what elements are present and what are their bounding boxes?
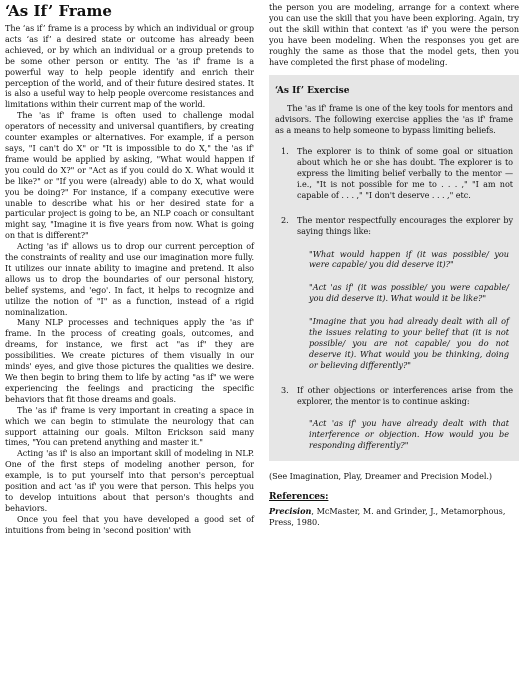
reference-details: , McMaster, M. and Grinder, J., Metamorphous, Press, 1980. (269, 506, 506, 527)
reference-title: Precision (269, 506, 312, 517)
paragraph-5: The 'as if' frame is very important in creating a space in which we can begin to stimulate the neurology that can support attaining our goals. Milton Erickson said many times, "You can pretend anything and master it." (5, 404, 254, 448)
step-number: 2. (281, 214, 289, 225)
exercise-intro: The 'as if' frame is one of the key tools for mentors and advisors. The following exercise applies the 'as if' frame as a means to help someone to bypass limiting beliefs. (275, 103, 513, 136)
exercise-box (269, 75, 519, 461)
paragraph-7: Once you feel that you have developed a good set of intuitions from being in 'second position' with (5, 513, 254, 535)
paragraph-3: Acting 'as if' allows us to drop our current perception of the constraints of reality and use our imagination more fully. It utilizes our innate ability to imagine and pretend. It also allows us to drop the boundaries of our personal history, belief systems, and 'ego'. In fact, it helps to recognize and utilize the notion of "I" as a function, instead of a rigid nominalization. (5, 241, 254, 317)
step-quote: "Imagine that you had already dealt with all of the issues relating to your belief that (it is not possible/ you are not capable/ you do not deserve it). What would you be thinking, doing or believing differently?" (309, 316, 509, 370)
continuation-paragraph: the person you are modeling, arrange for a context where you can use the skill that you have been exploring. Again, try out the skill within that context 'as if' you were the person you have been modeling. When the responses you get are roughly the same as those that the model gets, then you have completed the first phase of modeling. (269, 2, 519, 67)
step-quote: "Act 'as if' (it was possible/ you were capable/ you did deserve it). What would it be like?" (309, 282, 509, 304)
references-heading: References: (269, 492, 329, 503)
article-title: ‘As If’ Frame (5, 2, 112, 20)
paragraph-2: The 'as if' frame is often used to challenge modal operators of necessity and universal quantifiers, by creating counter examples or alternatives. For example, if a person says, "I can't do X" or "It is impossible to do X," the 'as if' frame would be applied by asking, "What would happen if you could do X?" or "Act as if you could do X. What would it be like?" or "If you were (already) able to do X, what would you be doing?" For instance, if a company executive were unable to describe what his or her desired state for a particular project is going to be, an NLP coach or consultant might say, "Imagine it is five years from now. What is going on that is different?" (5, 110, 254, 241)
step-text: If other objections or interferences arise from the explorer, the mentor is to continue asking: (297, 384, 513, 406)
exercise-steps (275, 146, 513, 451)
step-number: 1. (281, 146, 289, 157)
reference-entry (269, 506, 519, 528)
step-quote: "Act 'as if' you have already dealt with that interference or objection. How would you be responding differently?" (309, 418, 509, 451)
paragraph-4: Many NLP processes and techniques apply the 'as if' frame. In the process of creating goals, outcomes, and dreams, for instance, we first act "as if" they are possibilities. We create pictures of them visually in our minds' eyes, and give those pictures the qualities we desire. We then begin to bring them to life by acting "as if" we were experiencing the feelings and practicing the specific behaviors that fit those dreams and goals. (5, 317, 254, 404)
exercise-title: ‘As If’ Exercise (275, 86, 350, 97)
step-text: The mentor respectfully encourages the explorer by saying things like: (297, 214, 513, 236)
see-also-text: (See Imagination, Play, Dreamer and Precision Model.) (269, 471, 493, 482)
left-column (5, 2, 254, 536)
right-column (269, 2, 519, 528)
exercise-step (275, 146, 513, 201)
paragraph-1: The ‘as if’ frame is a process by which an individual or group acts ‘as if’ a desired state or outcome has already been achieved, or by which an individual or a group pretends to be some other person or entity. The 'as if' frame is a powerful way to help people identify and enrich their perception of the world, and of their future desired states. It is also a useful way to help people overcome resistances and limitations within their current map of the world. (5, 23, 254, 110)
step-number: 3. (281, 384, 289, 395)
step-text: The explorer is to think of some goal or situation about which he or she has doubt. The explorer is to express the limiting belief verbally to the mentor — i.e., "It is not possible for me to . . . ," "I am not capable of . . . ," "I don't deserve . . . ," etc. (297, 146, 513, 200)
paragraph-6: Acting 'as if' is also an important skill of modeling in NLP. One of the first steps of modeling another person, for example, is to put yourself into that person's perceptual position and act 'as if' you were that person. This helps you to develop intuitions about that person's thoughts and behaviors. (5, 448, 254, 513)
exercise-step (275, 385, 513, 452)
exercise-step (275, 215, 513, 371)
step-quote: "What would happen if (it was possible/ you were capable/ you did deserve it)?" (309, 248, 509, 270)
see-also (269, 471, 519, 482)
